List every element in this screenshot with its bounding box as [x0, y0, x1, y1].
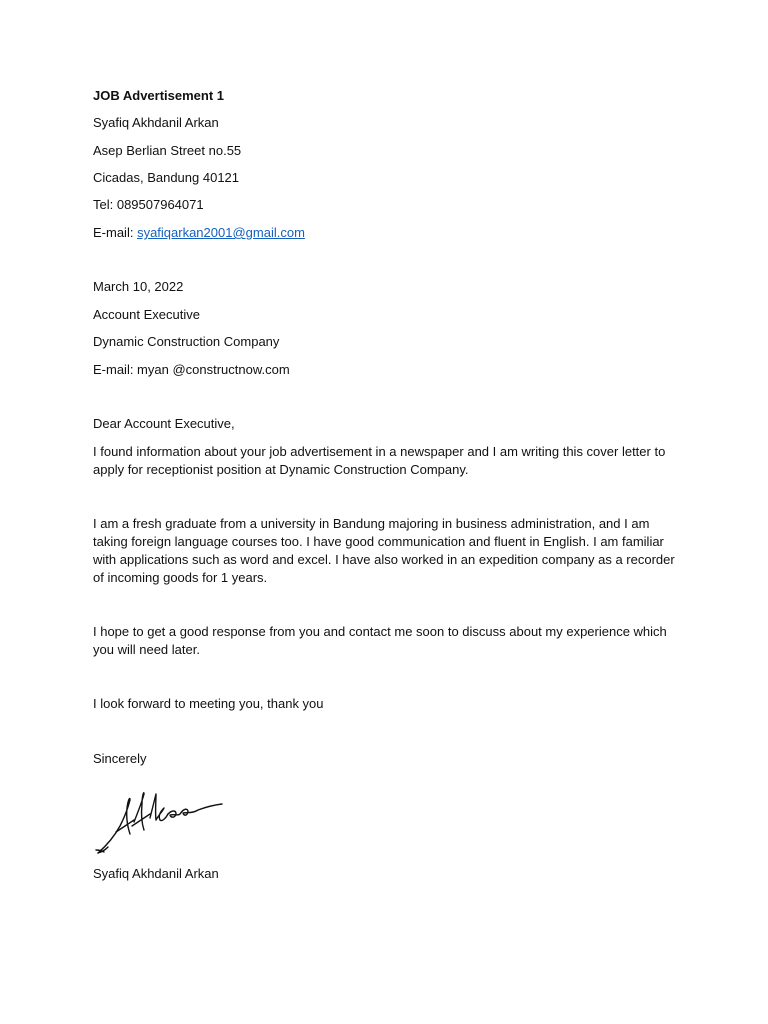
signed-name: Syafiq Akhdanil Arkan: [93, 866, 219, 881]
sender-email-link[interactable]: syafiqarkan2001@gmail.com: [137, 225, 305, 240]
sender-city: Cicadas, Bandung 40121: [93, 170, 240, 185]
sender-name: Syafiq Akhdanil Arkan: [93, 115, 219, 130]
sign-off: Sincerely: [93, 751, 147, 766]
letter-date: March 10, 2022: [93, 279, 184, 294]
salutation: Dear Account Executive,: [93, 416, 235, 431]
body-paragraph-2: I am a fresh graduate from a university in Bandung majoring in business administration, and I am taking foreign language courses too. I have good communication and fluent in English. I am familiar with applications such as word and excel. I have also worked in an expedition company as a recorder of incoming goods for 1 years.: [93, 516, 675, 585]
body-paragraph-3: I hope to get a good response from you and contact me soon to discuss about my experience which you will need later.: [93, 624, 667, 657]
sender-email-line: [93, 224, 305, 242]
sender-telephone: Tel: 089507964071: [93, 197, 204, 212]
handwritten-signature: [94, 780, 229, 858]
recipient-title: Account Executive: [93, 307, 200, 322]
sender-email-label: E-mail:: [93, 225, 138, 240]
document-title: JOB Advertisement 1: [93, 88, 225, 103]
recipient-email: E-mail: myan @constructnow.com: [93, 362, 290, 377]
body-paragraph-4: I look forward to meeting you, thank you: [93, 696, 324, 711]
recipient-company: Dynamic Construction Company: [93, 334, 280, 349]
sender-street: Asep Berlian Street no.55: [93, 143, 242, 158]
body-paragraph-1: I found information about your job advertisement in a newspaper and I am writing this cover letter to apply for receptionist position at Dynamic Construction Company.: [93, 444, 666, 477]
